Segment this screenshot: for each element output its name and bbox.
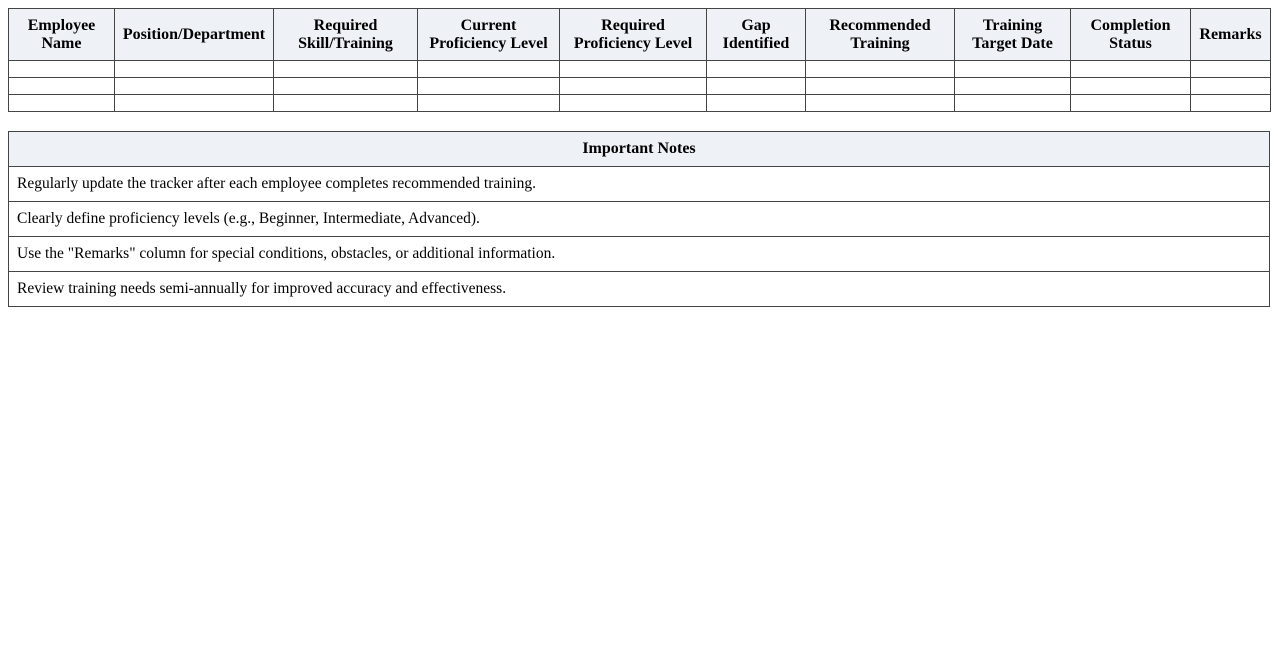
table-row [9,78,1271,95]
table-cell[interactable] [418,61,560,78]
table-cell[interactable] [560,61,707,78]
table-cell[interactable] [115,61,274,78]
table-cell[interactable] [955,78,1071,95]
header-target-date: Training Target Date [955,9,1071,61]
header-employee-name: Employee Name [9,9,115,61]
table-cell[interactable] [707,78,806,95]
note-item: Use the "Remarks" column for special conditions, obstacles, or additional information. [9,237,1270,272]
table-cell[interactable] [1071,61,1191,78]
header-position-department: Position/Department [115,9,274,61]
table-row [9,95,1271,112]
header-completion-status: Completion Status [1071,9,1191,61]
table-cell[interactable] [418,78,560,95]
table-cell[interactable] [115,78,274,95]
header-remarks: Remarks [1191,9,1271,61]
table-cell[interactable] [560,95,707,112]
header-recommended-training: Recommended Training [806,9,955,61]
table-cell[interactable] [274,61,418,78]
note-item: Regularly update the tracker after each employee completes recommended training. [9,167,1270,202]
training-tracker-table [8,8,1271,112]
table-cell[interactable] [9,61,115,78]
note-row [9,167,1270,202]
table-row [9,61,1271,78]
page [8,8,1270,307]
notes-header-row [9,132,1270,167]
note-row [9,202,1270,237]
note-item: Review training needs semi-annually for improved accuracy and effectiveness. [9,272,1270,307]
table-cell[interactable] [418,95,560,112]
header-current-proficiency: Current Proficiency Level [418,9,560,61]
table-cell[interactable] [560,78,707,95]
table-cell[interactable] [9,78,115,95]
header-row [9,9,1271,61]
table-cell[interactable] [1071,95,1191,112]
table-cell[interactable] [274,78,418,95]
table-cell[interactable] [806,95,955,112]
table-cell[interactable] [707,61,806,78]
table-cell[interactable] [707,95,806,112]
table-cell[interactable] [806,61,955,78]
important-notes-table [8,131,1270,307]
header-required-skill: Required Skill/Training [274,9,418,61]
table-cell[interactable] [274,95,418,112]
note-row [9,237,1270,272]
table-cell[interactable] [955,61,1071,78]
table-cell[interactable] [1191,95,1271,112]
table-cell[interactable] [9,95,115,112]
header-required-proficiency: Required Proficiency Level [560,9,707,61]
table-cell[interactable] [955,95,1071,112]
table-cell[interactable] [1191,78,1271,95]
note-item: Clearly define proficiency levels (e.g., Beginner, Intermediate, Advanced). [9,202,1270,237]
note-row [9,272,1270,307]
table-cell[interactable] [115,95,274,112]
table-cell[interactable] [1191,61,1271,78]
table-cell[interactable] [1071,78,1191,95]
header-gap-identified: Gap Identified [707,9,806,61]
notes-title: Important Notes [9,132,1270,167]
table-cell[interactable] [806,78,955,95]
